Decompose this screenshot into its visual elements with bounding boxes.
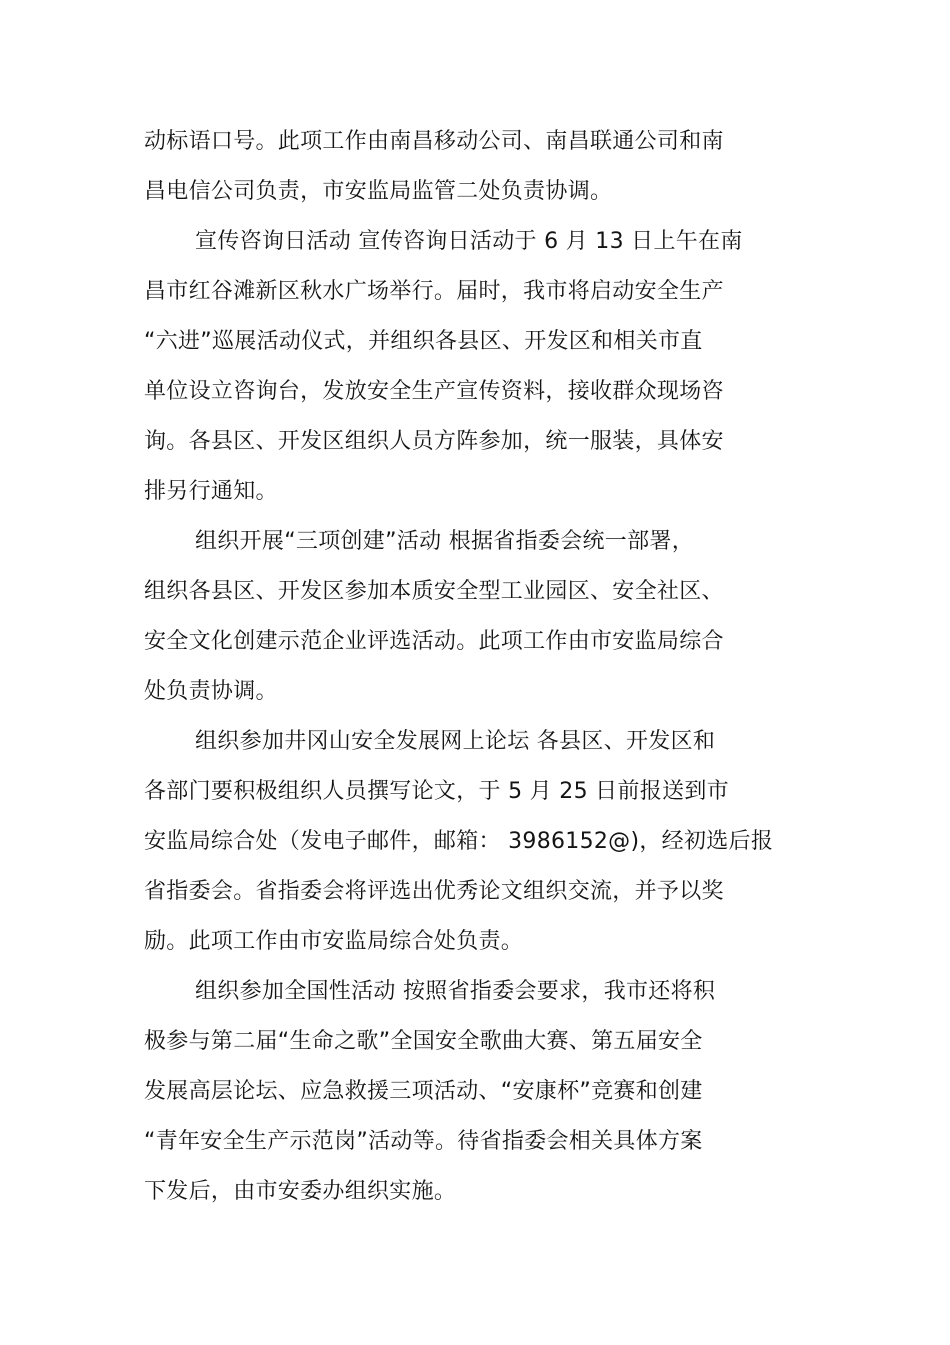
text-line: 安全文化创建示范企业评选活动。此项工作由市安监局综合 bbox=[144, 629, 724, 654]
text-line: 各部门要积极组织人员撰写论文，于 5 月 25 日前报送到市 bbox=[144, 779, 729, 804]
text-line: 单位设立咨询台，发放安全生产宣传资料，接收群众现场咨 bbox=[144, 379, 724, 404]
paragraph-heading-line: 组织参加井冈山安全发展网上论坛 各县区、开发区和 bbox=[195, 729, 716, 754]
text-line: 下发后，由市安委办组织实施。 bbox=[144, 1179, 457, 1204]
text-line: 动标语口号。此项工作由南昌移动公司、南昌联通公司和南 bbox=[144, 129, 724, 154]
text-line: 昌市红谷滩新区秋水广场举行。届时，我市将启动安全生产 bbox=[144, 279, 724, 304]
paragraph-heading-line: 组织参加全国性活动 按照省指委会要求，我市还将积 bbox=[195, 979, 716, 1004]
text-line: 昌电信公司负责，市安监局监管二处负责协调。 bbox=[144, 179, 613, 204]
text-line: “六进”巡展活动仪式，并组织各县区、开发区和相关市直 bbox=[144, 329, 703, 354]
text-line: 省指委会。省指委会将评选出优秀论文组织交流，并予以奖 bbox=[144, 879, 724, 904]
text-line: 发展高层论坛、应急救援三项活动、“安康杯”竞赛和创建 bbox=[144, 1079, 703, 1104]
text-line: 组织各县区、开发区参加本质安全型工业园区、安全社区、 bbox=[144, 579, 724, 604]
text-line: “青年安全生产示范岗”活动等。待省指委会相关具体方案 bbox=[144, 1129, 703, 1154]
text-line: 处负责协调。 bbox=[144, 679, 278, 704]
text-line: 询。各县区、开发区组织人员方阵参加，统一服装，具体安 bbox=[144, 429, 724, 454]
text-line: 励。此项工作由市安监局综合处负责。 bbox=[144, 929, 524, 954]
paragraph-heading-line: 组织开展“三项创建”活动 根据省指委会统一部署， bbox=[195, 529, 694, 554]
text-line: 安监局综合处（发电子邮件，邮箱： 3986152@)，经初选后报 bbox=[144, 829, 774, 854]
text-line: 极参与第二届“生命之歌”全国安全歌曲大赛、第五届安全 bbox=[144, 1029, 703, 1054]
paragraph-heading-line: 宣传咨询日活动 宣传咨询日活动于 6 月 13 日上午在南 bbox=[195, 229, 743, 254]
text-line: 排另行通知。 bbox=[144, 479, 278, 504]
